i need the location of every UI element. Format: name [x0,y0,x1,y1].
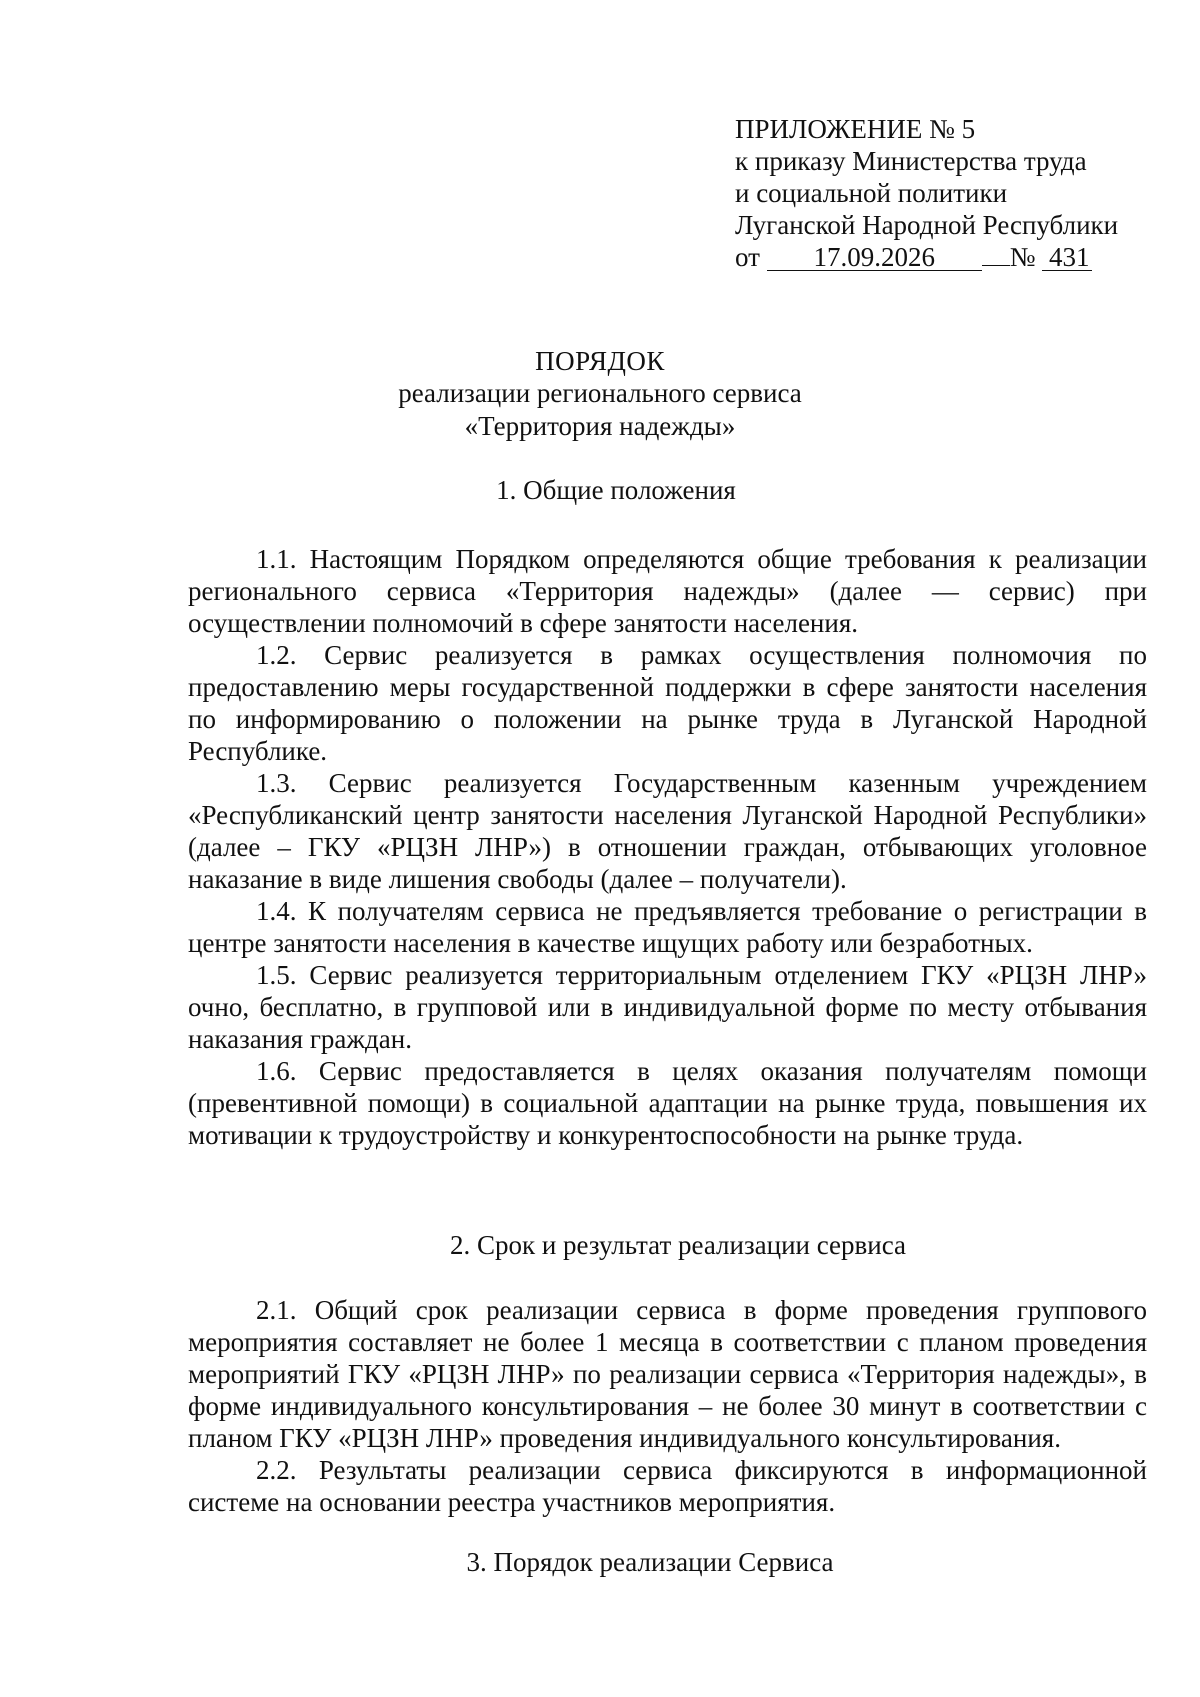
date-underline-gap [982,265,1010,266]
paragraph-1-2: 1.2. Сервис реализуется в рамках осуществления полномочия по предоставлению меры государственной поддержки в сфере занятости населения по информированию о положении на рынке труда в Луганской Народной Республике. [188,640,1147,766]
date-prefix: от [735,242,760,272]
appendix-order-line: к приказу Министерства труда [735,146,1087,176]
appendix-title: ПРИЛОЖЕНИЕ № 5 [735,114,976,144]
document-subtitle: реализации регионального сервиса [398,378,802,408]
paragraph-1-3: 1.3. Сервис реализуется Государственным казенным учреждением «Республиканский центр занятости населения Луганской Народной Республики» (далее – ГКУ «РЦЗН ЛНР») в отношении граждан, отбывающих уголовное наказание в виде лишения свободы (далее – получатели). [188,768,1147,894]
order-date: 17.09.2026 [767,244,982,271]
appendix-header [735,113,1175,273]
paragraph-1-1: 1.1. Настоящим Порядком определяются общие требования к реализации регионального сервиса «Территория надежды» (далее — сервис) при осуществлении полномочий в сфере занятости населения. [188,544,1147,638]
paragraph-1-4: 1.4. К получателям сервиса не предъявляется требование о регистрации в центре занятости населения в качестве ищущих работу или безработных. [188,896,1147,958]
section-2-heading: 2. Срок и результат реализации сервиса [449,1230,907,1260]
section-3-heading: 3. Порядок реализации Сервиса [466,1547,834,1577]
section-1-body [188,543,1147,1151]
order-number: 431 [1042,244,1092,271]
appendix-date-number-line [735,241,1175,273]
paragraph-2-1: 2.1. Общий срок реализации сервиса в форме проведения группового мероприятия составляет не более 1 месяца в соответствии с планом проведения мероприятий ГКУ «РЦЗН ЛНР» по реализации сервиса «Территория надежды», в форме индивидуального консультирования – не более 30 минут в соответствии с планом ГКУ «РЦЗН ЛНР» проведения индивидуального консультирования. [188,1295,1147,1453]
section-2-body [188,1294,1147,1518]
number-prefix: № [1009,242,1036,272]
paragraph-1-6: 1.6. Сервис предоставляется в целях оказания получателям помощи (превентивной помощи) в социальной адаптации на рынке труда, повышения их мотивации к трудоустройству и конкурентоспособности на рынке труда. [188,1056,1147,1150]
paragraph-1-5: 1.5. Сервис реализуется территориальным отделением ГКУ «РЦЗН ЛНР» очно, бесплатно, в групповой или в индивидуальной форме по месту отбывания наказания граждан. [188,960,1147,1054]
document-title: ПОРЯДОК [535,346,665,376]
appendix-republic-line: Луганской Народной Республики [735,210,1119,240]
service-name: «Территория надежды» [464,411,736,441]
paragraph-2-2: 2.2. Результаты реализации сервиса фиксируются в информационной системе на основании реестра участников мероприятия. [188,1455,1147,1517]
appendix-ministry-line: и социальной политики [735,178,1008,208]
section-1-heading: 1. Общие положения [496,475,736,505]
